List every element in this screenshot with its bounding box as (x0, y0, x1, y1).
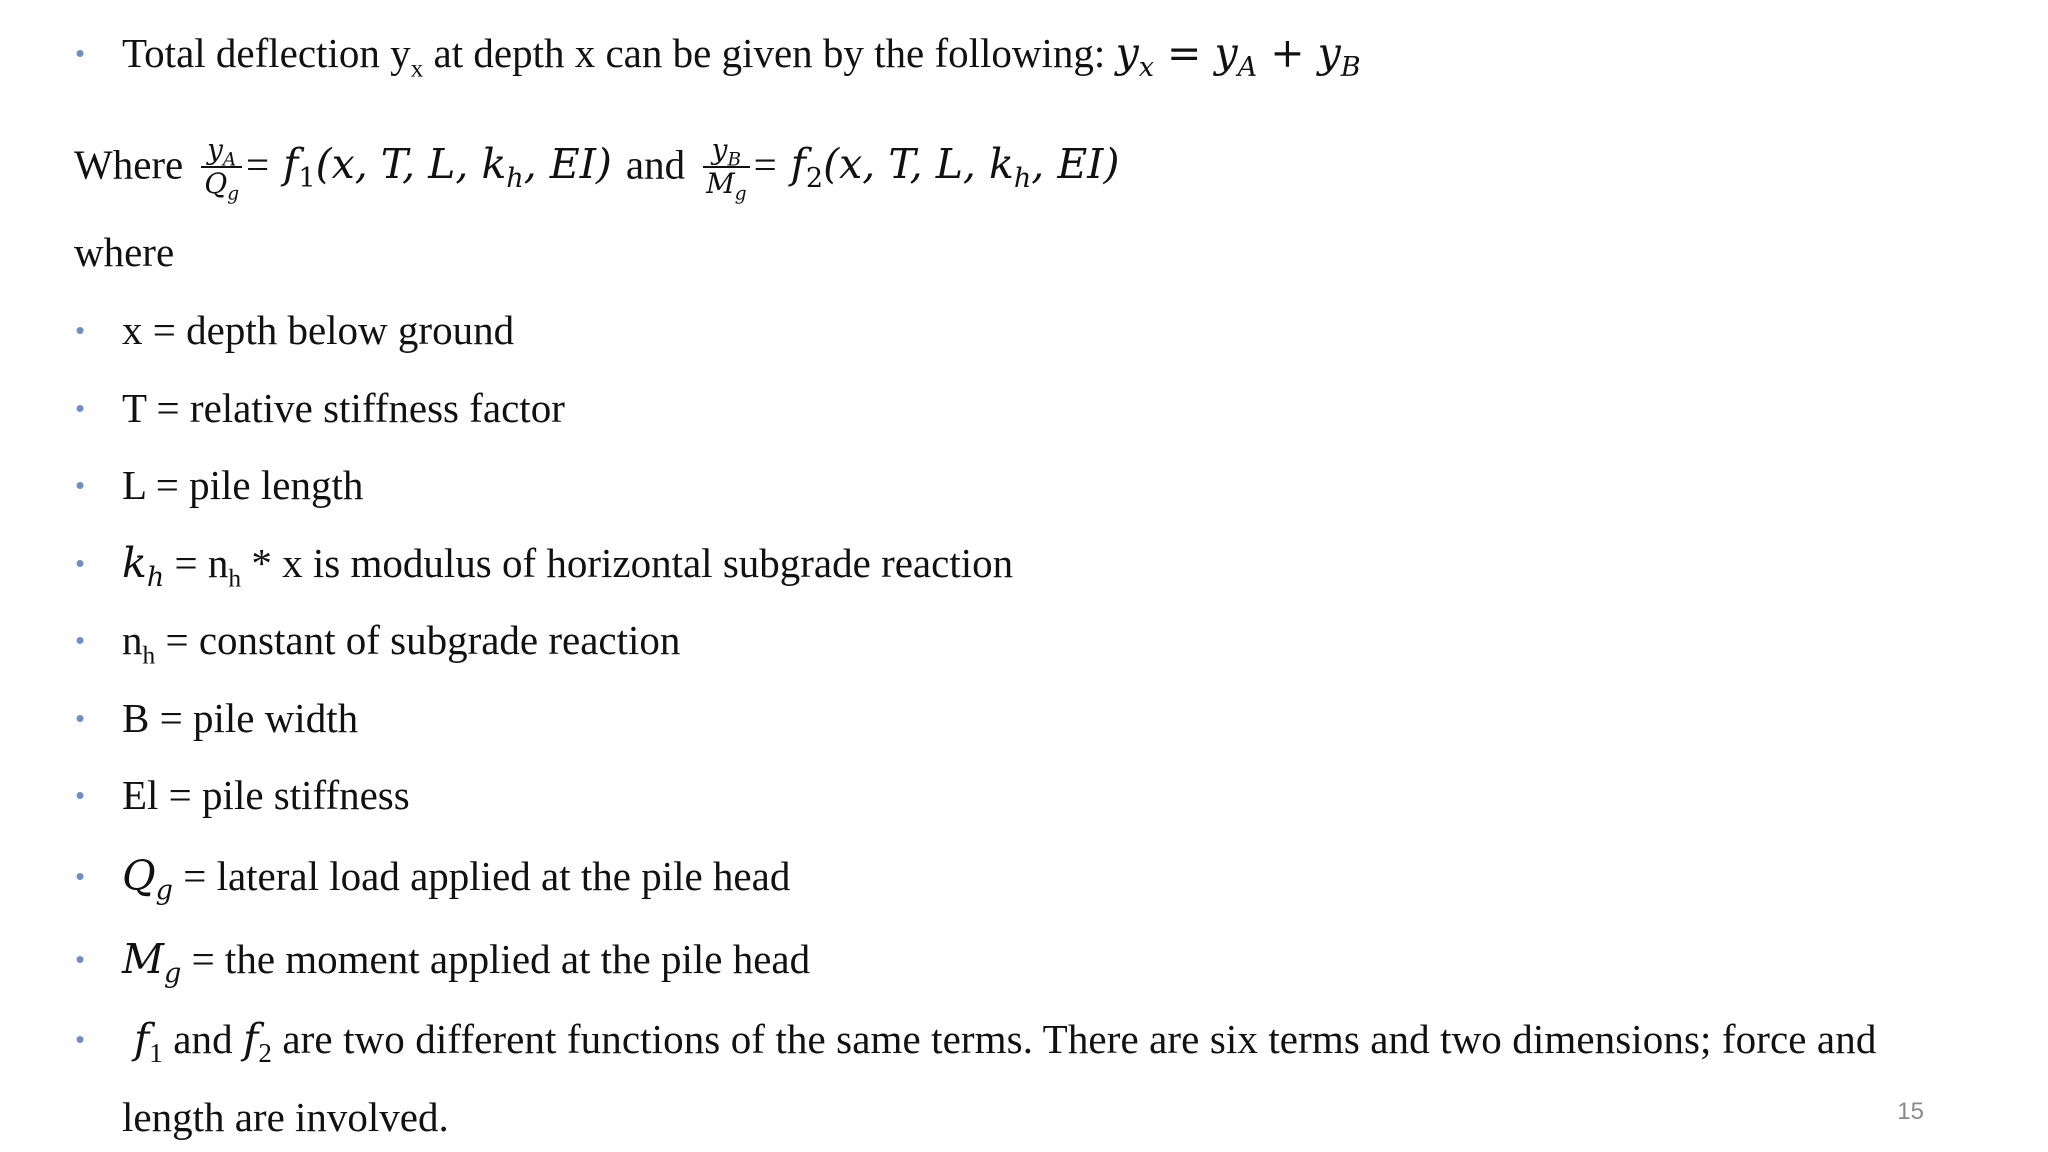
bullet-icon: • (75, 703, 85, 733)
fraction-yb-mg: $\frac{y_B}{M_g}$ (703, 134, 750, 200)
page-number: 15 (1897, 1098, 1924, 1125)
bullet-icon: • (75, 38, 85, 68)
bullet-icon: • (75, 780, 85, 810)
where-equations-line (0, 133, 2048, 206)
where-label: where (74, 229, 175, 275)
definition-qg-text: $Q_g$ = lateral load applied at the pile head (122, 852, 791, 907)
definition-functions-continued-text: length are involved. (122, 1094, 449, 1140)
bullet-icon: • (75, 315, 85, 345)
definition-x-text: x = depth below ground (122, 307, 515, 353)
bullet-icon: • (75, 470, 85, 500)
bullet-icon: • (75, 548, 85, 578)
definition-functions-text: $f_1$ and $f_2$ are two different functions of the same terms. There are six terms and two dimensions; force and (134, 1015, 1877, 1069)
definition-ei-text: El = pile stiffness (122, 772, 410, 818)
bullet-icon: • (75, 1024, 85, 1054)
definition-mg-text: $M_g$ = the moment applied at the pile head (122, 935, 811, 990)
definition-l-text: L = pile length (122, 462, 364, 508)
bullet-icon: • (75, 393, 85, 423)
bullet-icon: • (75, 861, 85, 891)
definition-kh-text: $k_h = n_h * x$ is modulus of horizontal subgrade reaction (122, 539, 1014, 594)
definition-t-text: T = relative stiffness factor (122, 385, 565, 431)
where-equations: Where $\frac{y_A}{Q_g}$ = $f_1(x$, T, L, $k_h$, EI) and $\frac{y_B}{M_g}$ = $f_2(x$, T, L, $k_h$, EI) (74, 133, 1120, 205)
definition-nh-text: $n_h$ = constant of subgrade reaction (122, 617, 681, 670)
deflection-text: Total deflection $y_x$ at depth x can be given by the following: $y_x = y_A + y_B$ (122, 29, 1361, 84)
definition-b-text: B = pile width (122, 695, 359, 741)
bullet-icon: • (75, 944, 85, 974)
deflection-equation: $y_x = y_A + y_B$ (1115, 29, 1361, 84)
function-f1: $f_1(x$, T, L, $k_h$, EI) (283, 140, 612, 195)
bullet-icon: • (75, 625, 85, 655)
fraction-ya-qg: $\frac{y_A}{Q_g}$ (201, 134, 242, 200)
function-f2: $f_2(x$, T, L, $k_h$, EI) (790, 140, 1120, 195)
